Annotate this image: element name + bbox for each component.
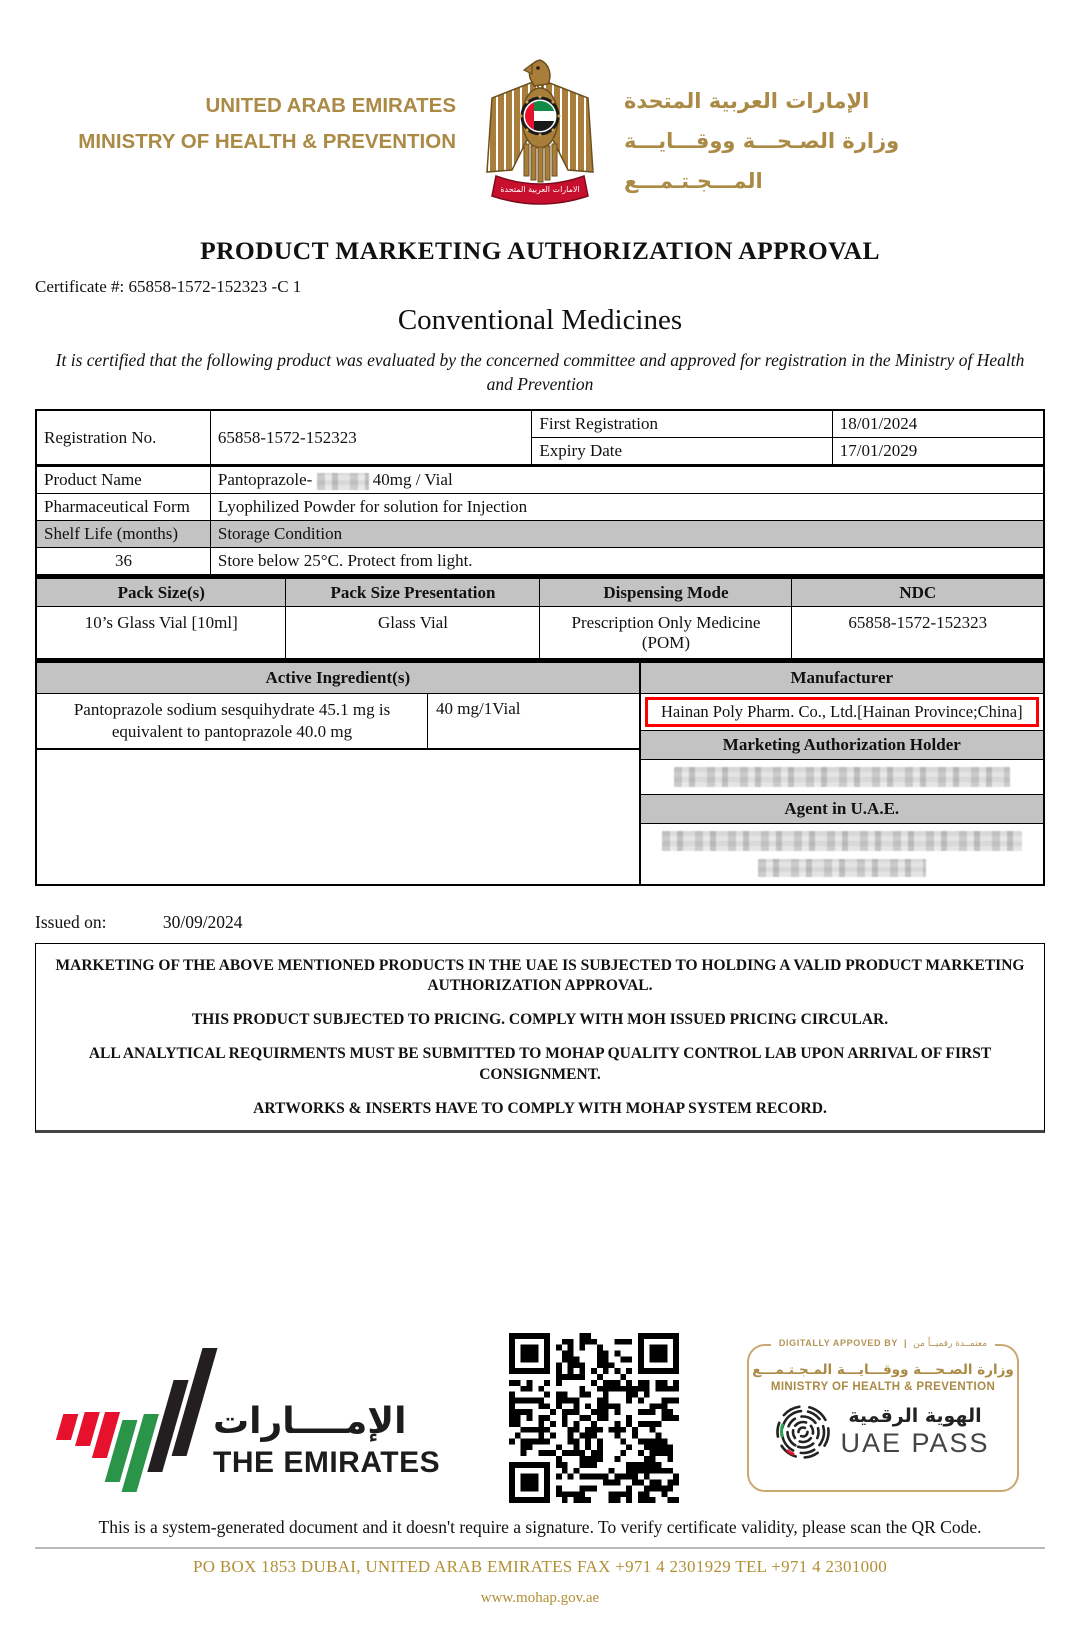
flag-bar xyxy=(56,1414,78,1440)
ingredient-strength: 40 mg/1Vial xyxy=(436,698,521,718)
fingerprint-icon xyxy=(776,1405,830,1459)
digitally-approved-en: DIGITALLY APPOVED BY xyxy=(778,1338,898,1349)
table-row xyxy=(36,521,1044,548)
product-name-suffix: 40mg / Vial xyxy=(372,470,453,490)
redacted-product-brand xyxy=(317,473,369,490)
registration-no-label: Registration No. xyxy=(36,410,210,466)
emblem-ribbon-text: الامارات العربية المتحدة xyxy=(500,185,580,194)
storage-condition-value: Store below 25°C. Protect from light. xyxy=(210,548,1044,576)
product-name-prefix: Pantoprazole- xyxy=(217,470,313,490)
registration-no-value: 65858-1572-152323 xyxy=(210,410,532,466)
ingredient-name: Pantoprazole sodium sesquihydrate 45.1 mg is equivalent to pantoprazole 40.0 mg xyxy=(37,694,428,748)
uae-pass-wordmark: UAE PASS xyxy=(840,1428,990,1459)
system-generated-note: This is a system-generated document and it doesn't require a signature. To verify certificate validity, please scan the QR Code. xyxy=(98,1517,982,1538)
first-registration-value: 18/01/2024 xyxy=(832,410,1044,438)
ingredients-manufacturer-table xyxy=(35,660,1045,886)
marketing-authorization-holder-header: Marketing Authorization Holder xyxy=(641,731,1043,760)
notice-pricing: THIS PRODUCT SUBJECTED TO PRICING. COMPLY WITH MOH ISSUED PRICING CIRCULAR. xyxy=(191,1011,889,1029)
ingredient-row xyxy=(37,694,639,750)
first-registration-label: First Registration xyxy=(532,410,832,438)
certificate-number-line xyxy=(35,277,1045,297)
expiry-date-label: Expiry Date xyxy=(532,438,832,466)
redacted-mah-name xyxy=(674,767,1011,787)
certificate-number-value: 65858-1572-152323 -C 1 xyxy=(128,277,302,296)
ndc-value: 65858-1572-152323 xyxy=(792,607,1044,659)
product-name-value xyxy=(210,466,1044,494)
badge-ministry-english: MINISTRY OF HEALTH & PREVENTION xyxy=(770,1381,996,1394)
ministry-name-en: MINISTRY OF HEALTH & PREVENTION xyxy=(78,129,456,153)
emirates-logo-english: THE EMIRATES xyxy=(213,1446,441,1480)
dispensing-mode-value: Prescription Only Medicine (POM) xyxy=(540,607,792,659)
footer-divider xyxy=(35,1547,1045,1549)
notice-artworks: ARTWORKS & INSERTS HAVE TO COMPLY WITH MOHAP SYSTEM RECORD. xyxy=(253,1100,827,1118)
ministry-name-ar: وزارة الصـحـــة ووقـــايـــة المـــجـتـمـــع xyxy=(624,128,900,193)
table-row xyxy=(36,466,1044,494)
pharmaceutical-form-label: Pharmaceutical Form xyxy=(36,494,210,521)
pack-size-value: 10’s Glass Vial [10ml] xyxy=(36,607,286,659)
ministry-header xyxy=(35,56,1045,206)
badge-ministry-arabic: وزارة الصـحـــة ووقـــايـــة المـجـتـمـــع xyxy=(752,1362,1014,1379)
emirates-logo-arabic: الإمــــارات xyxy=(213,1401,407,1443)
document-subtitle: Conventional Medicines xyxy=(397,304,683,336)
certificate-number-label: Certificate #: xyxy=(35,277,125,296)
ndc-header: NDC xyxy=(792,578,1044,607)
uae-pass-texts xyxy=(840,1405,989,1459)
document-title: PRODUCT MARKETING AUTHORIZATION APPROVAL xyxy=(200,236,880,265)
country-name-ar: الإمارات العربية المتحدة xyxy=(624,89,870,113)
notices-box xyxy=(35,943,1045,1134)
country-name-en: UNITED ARAB EMIRATES xyxy=(205,94,456,117)
manufacturer-cell xyxy=(641,694,1043,731)
table-row xyxy=(36,410,1044,438)
ministry-name-english xyxy=(51,56,456,160)
emirates-flag-bars-icon xyxy=(43,1338,197,1498)
agent-in-uae-header: Agent in U.A.E. xyxy=(641,795,1043,824)
expiry-date-value: 17/01/2029 xyxy=(832,438,1044,466)
digitally-approved-ar: معتمــدة رقميــاً من xyxy=(913,1339,988,1350)
pharmaceutical-form-value: Lyophilized Powder for solution for Injection xyxy=(210,494,1044,521)
pack-size-header: Pack Size(s) xyxy=(36,578,286,607)
qr-code xyxy=(509,1333,679,1503)
separator: | xyxy=(903,1338,908,1349)
uae-pass-main xyxy=(776,1405,989,1459)
pack-size-presentation-value: Glass Vial xyxy=(286,607,540,659)
ministry-name-arabic xyxy=(624,56,1029,202)
uae-falcon-emblem-icon xyxy=(482,56,598,206)
table-row xyxy=(36,494,1044,521)
shelf-life-label: Shelf Life (months) xyxy=(36,521,210,548)
table-row xyxy=(36,607,1044,659)
certified-statement: It is certified that the following product was evaluated by the concerned committee and approved for registration in the Ministry of Health and Prevention xyxy=(55,350,1025,394)
pack-table xyxy=(35,576,1045,660)
active-ingredients-column xyxy=(37,660,641,884)
pack-size-presentation-header: Pack Size Presentation xyxy=(286,578,540,607)
marketing-authorization-holder-redacted xyxy=(641,760,1043,795)
empty-cell xyxy=(37,750,639,884)
active-ingredients-header: Active Ingredient(s) xyxy=(37,660,639,694)
issued-on-label: Issued on: xyxy=(35,911,107,932)
storage-condition-label: Storage Condition xyxy=(210,521,1044,548)
website-line: www.mohap.gov.ae xyxy=(480,1590,600,1607)
notice-marketing: MARKETING OF THE ABOVE MENTIONED PRODUCTS IN THE UAE IS SUBJECTED TO HOLDING A VALID PRODUCT MARKETING AUTHORIZATION APPROVAL. xyxy=(55,956,1025,995)
redacted-agent-name-line1 xyxy=(662,831,1021,851)
issued-on-line xyxy=(35,912,1045,933)
issued-on-date: 30/09/2024 xyxy=(162,911,243,932)
the-emirates-logo xyxy=(43,1338,440,1498)
manufacturer-column xyxy=(641,660,1043,884)
uae-pass-badge xyxy=(747,1338,1019,1492)
contact-line: PO BOX 1853 DUBAI, UNITED ARAB EMIRATES FAX +971 4 2301929 TEL +971 4 2301000 xyxy=(192,1557,888,1577)
digitally-approved-label xyxy=(771,1338,995,1349)
table-header-row xyxy=(36,578,1044,607)
notice-analytical: ALL ANALYTICAL REQUIRMENTS MUST BE SUBMITTED TO MOHAP QUALITY CONTROL LAB UPON ARRIVAL OF FIRST CONSIGNMENT. xyxy=(88,1045,992,1084)
footer-logos xyxy=(35,1333,1045,1503)
manufacturer-header: Manufacturer xyxy=(641,660,1043,694)
registration-table xyxy=(35,409,1045,576)
dispensing-mode-header: Dispensing Mode xyxy=(540,578,792,607)
emirates-logo-text xyxy=(213,1402,440,1498)
digital-identity-arabic: الهوية الرقمية xyxy=(848,1405,982,1428)
manufacturer-value-highlighted: Hainan Poly Pharm. Co., Ltd.[Hainan Province;China] xyxy=(645,697,1039,727)
table-row xyxy=(36,548,1044,576)
agent-in-uae-redacted xyxy=(641,824,1043,884)
redacted-agent-name-line2 xyxy=(758,859,926,877)
product-name-label: Product Name xyxy=(36,466,210,494)
shelf-life-value: 36 xyxy=(36,548,210,576)
